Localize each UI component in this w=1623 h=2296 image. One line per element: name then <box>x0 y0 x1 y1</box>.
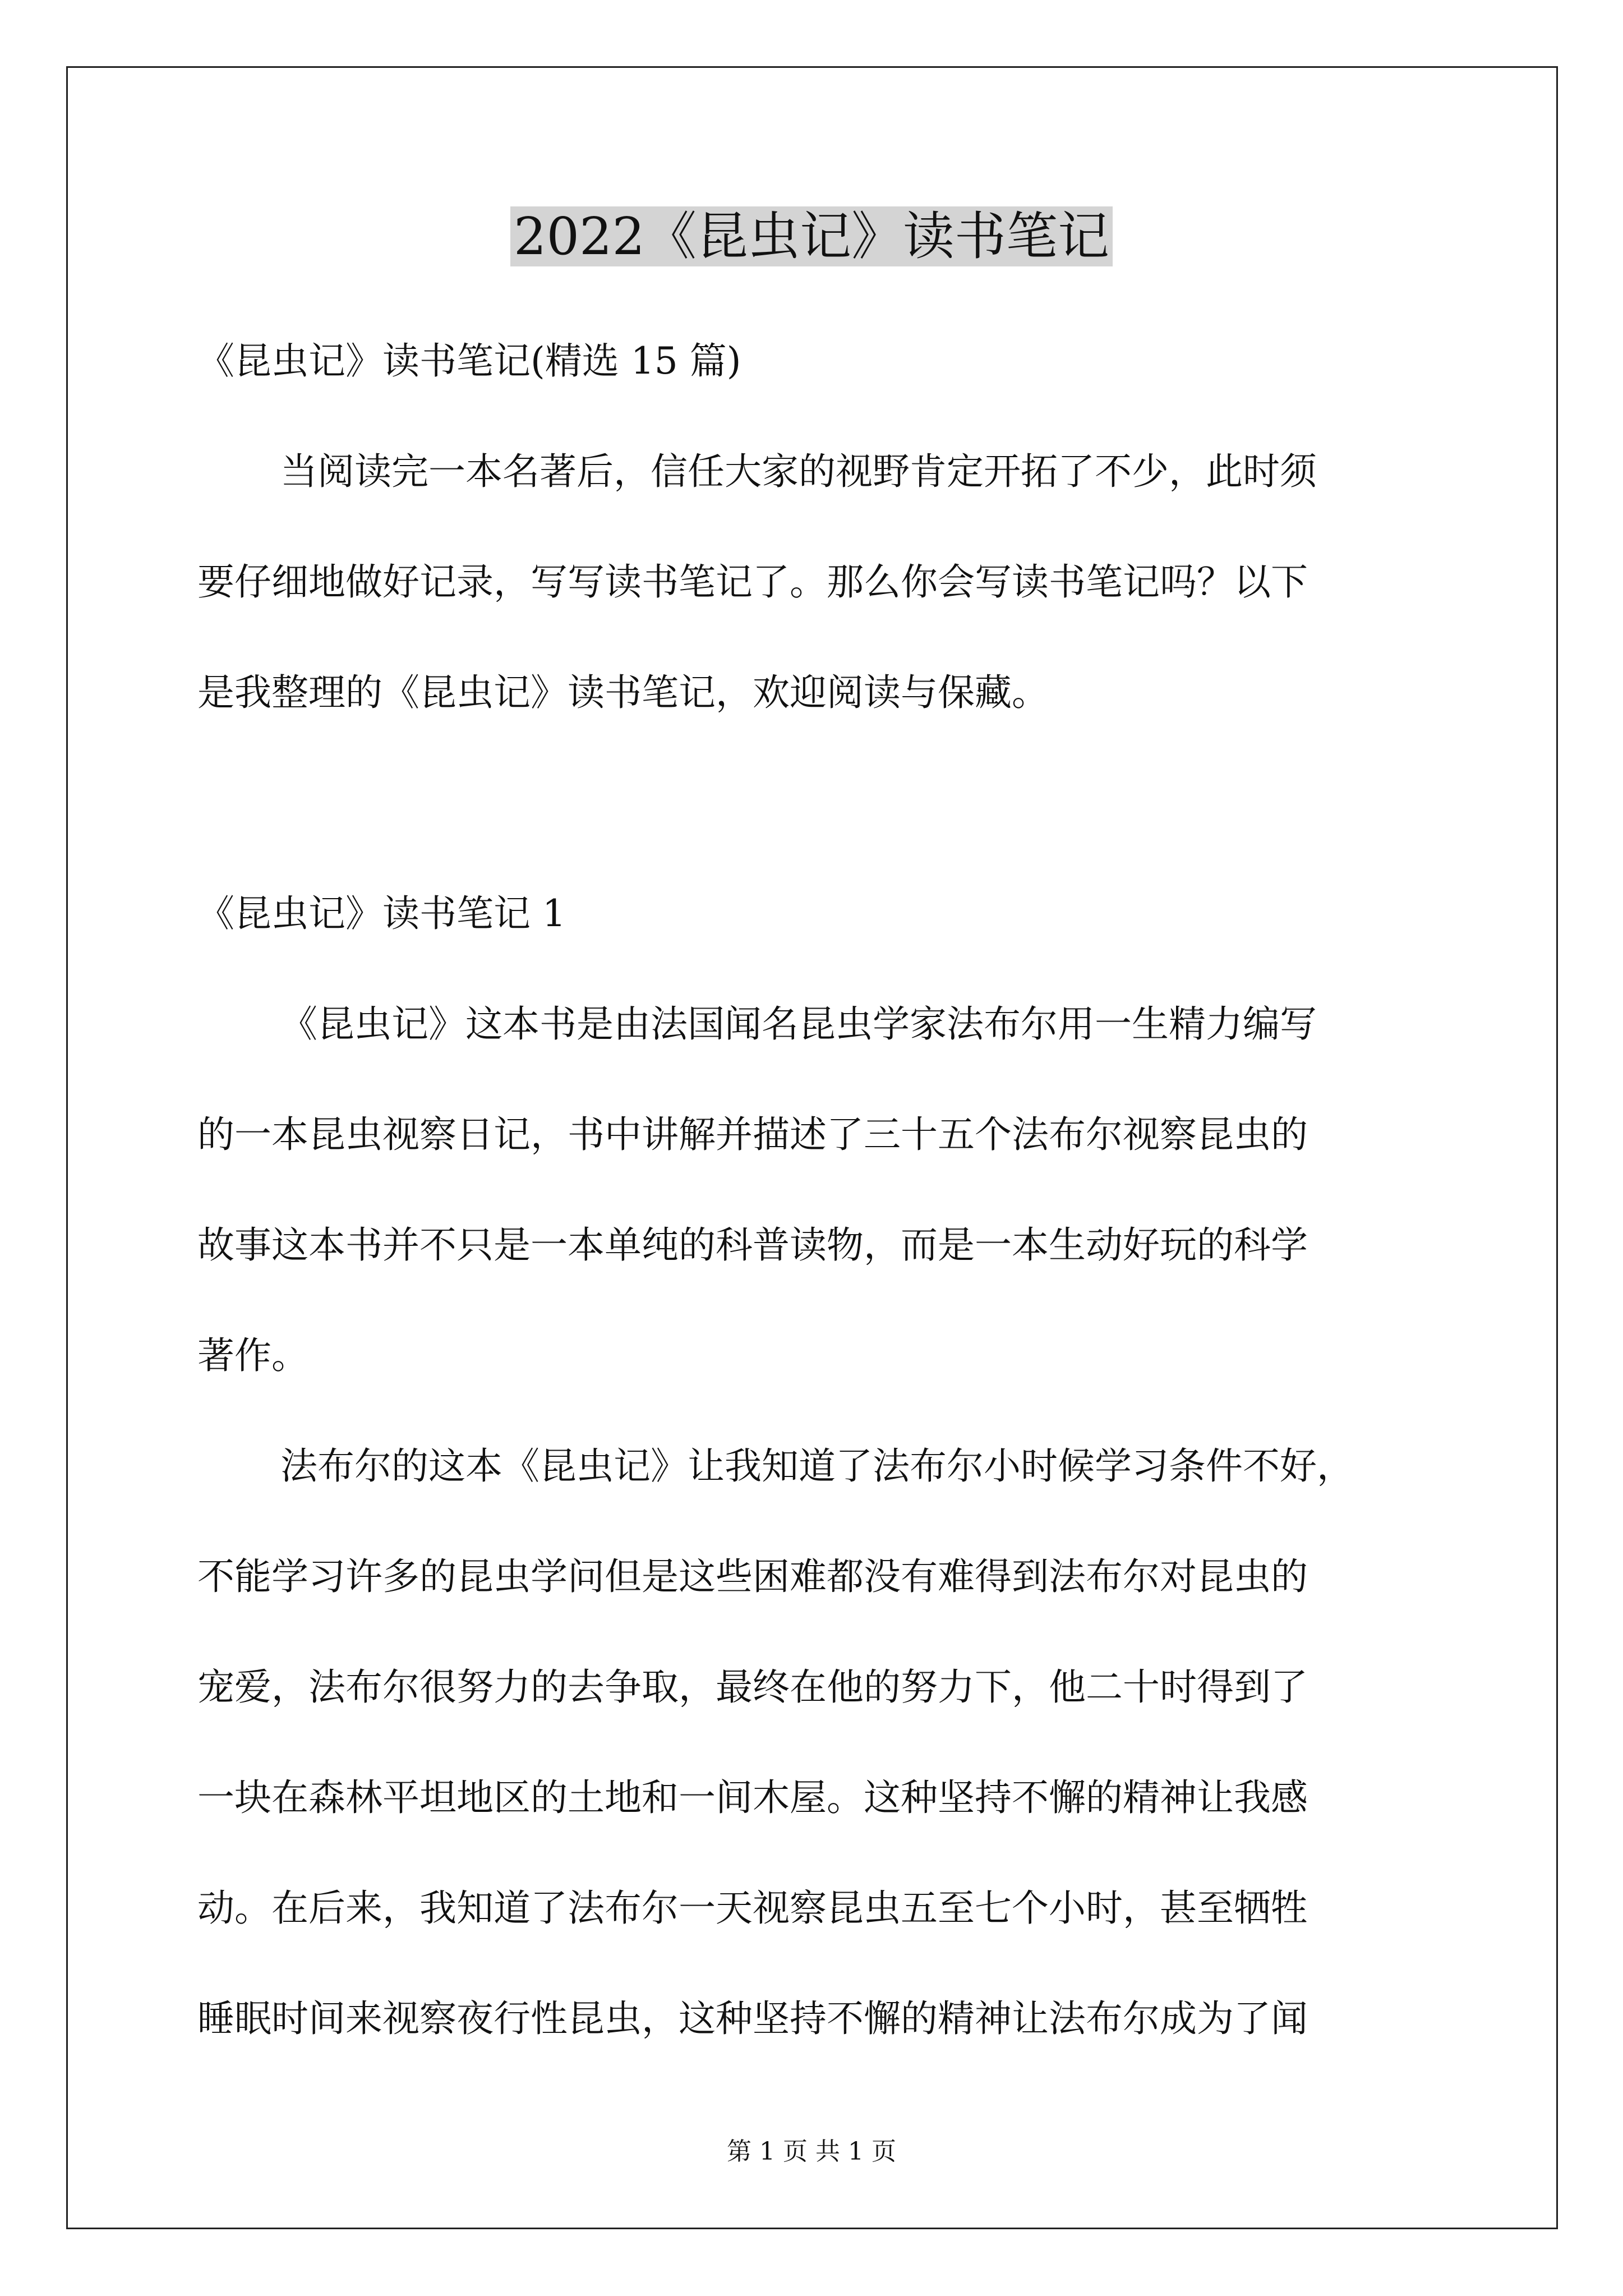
intro-line: 是我整理的《昆虫记》读书笔记，欢迎阅读与保藏。 <box>197 671 1049 714</box>
document-subtitle: 《昆虫记》读书笔记(精选 15 篇) <box>197 339 741 383</box>
page-footer: 第 1 页 共 1 页 <box>727 2137 896 2166</box>
document-body <box>197 306 1431 2074</box>
section-spacer <box>197 748 1431 858</box>
paragraph-2-line: 动。在后来，我知道了法布尔一天视察昆虫五至七个小时，甚至牺牲 <box>197 1887 1308 1930</box>
intro-line: 要仔细地做好记录，写写读书笔记了。那么你会写读书笔记吗？以下 <box>197 560 1308 604</box>
document-title <box>0 197 1623 276</box>
paragraph-2-line: 法布尔的这本《昆虫记》让我知道了法布尔小时候学习条件不好， <box>280 1444 1354 1488</box>
paragraph-1-line: 著作。 <box>197 1334 308 1377</box>
paragraph-2-line: 睡眠时间来视察夜行性昆虫，这种坚持不懈的精神让法布尔成为了闻 <box>197 1997 1308 2040</box>
paragraph-2-line: 一块在森林平坦地区的土地和一间木屋。这种坚持不懈的精神让我感 <box>197 1776 1308 1819</box>
paragraph-1-line: 的一本昆虫视察日记，书中讲解并描述了三十五个法布尔视察昆虫的 <box>197 1113 1308 1156</box>
section-heading: 《昆虫记》读书笔记 1 <box>197 892 566 935</box>
document-title-text: 2022《昆虫记》读书笔记 <box>510 206 1113 266</box>
paragraph-1-line: 故事这本书并不只是一本单纯的科普读物，而是一本生动好玩的科学 <box>197 1223 1308 1267</box>
paragraph-2-line: 宠爱，法布尔很努力的去争取，最终在他的努力下，他二十时得到了 <box>197 1665 1308 1709</box>
paragraph-1-line: 《昆虫记》这本书是由法国闻名昆虫学家法布尔用一生精力编写 <box>280 1002 1317 1046</box>
intro-line: 当阅读完一本名著后，信任大家的视野肯定开拓了不少，此时须 <box>280 450 1317 493</box>
paragraph-2-line: 不能学习许多的昆虫学问但是这些困难都没有难得到法布尔对昆虫的 <box>197 1555 1308 1598</box>
